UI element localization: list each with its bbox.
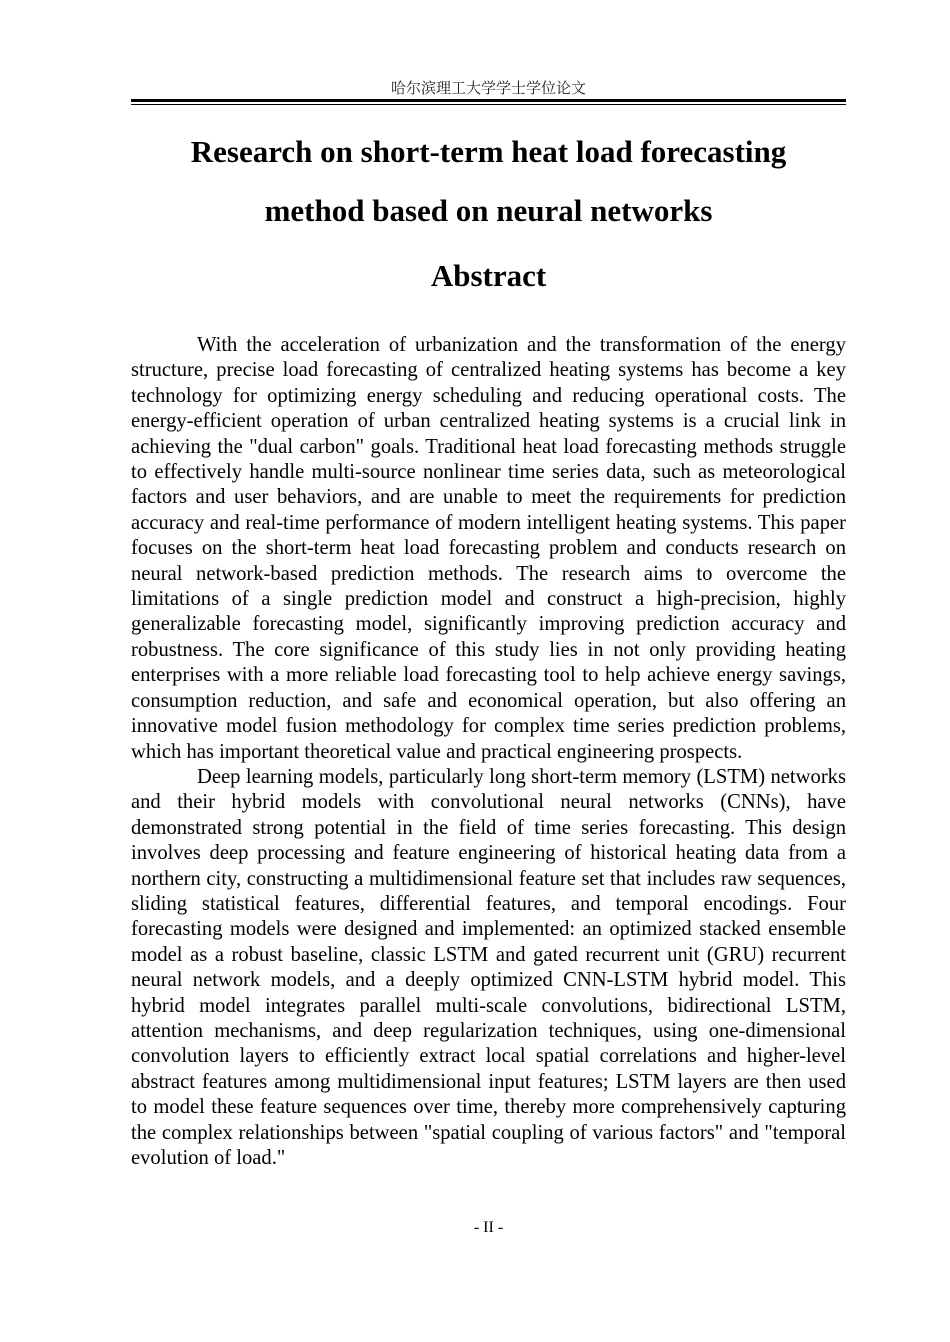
abstract-paragraph-1: With the acceleration of urbanization and the transformation of the energy structure, precise load forecasting of centralized heating systems has become a key technology for optimizing energy scheduling and reducing operational costs. The energy-efficient operation of urban centralized heating systems is a crucial link in achieving the "dual carbon" goals. Traditional heat load forecasting methods struggle to effectively handle multi-source nonlinear time series data, such as meteorological factors and user behaviors, and are unable to meet the requirements for prediction accuracy and real-time performance of modern intelligent heating systems. This paper focuses on the short-term heat load forecasting problem and conducts research on neural network-based prediction methods. The research aims to overcome the limitations of a single prediction model and construct a high-precision, highly generalizable forecasting model, significantly improving prediction accuracy and robustness. The core significance of this study lies in not only providing heating enterprises with a more reliable load forecasting tool to help achieve energy savings, consumption reduction, and safe and economical operation, but also offering an innovative model fusion methodology for complex time series prediction problems, which has important theoretical value and practical engineering prospects. — [131, 334, 846, 763]
running-header: 哈尔滨理工大学学士学位论文 — [390, 79, 586, 97]
title-line-2: method based on neural networks — [264, 193, 713, 228]
abstract-body — [131, 333, 846, 1171]
abstract-heading: Abstract — [430, 258, 547, 293]
header-rule-thin — [131, 104, 846, 105]
header-rule-thick — [131, 99, 846, 102]
page-number: - II - — [473, 1219, 504, 1236]
title-line-1: Research on short-term heat load forecasting — [190, 134, 787, 169]
abstract-paragraph-2: Deep learning models, particularly long short-term memory (LSTM) networks and their hybrid models with convolutional neural networks (CNNs), have demonstrated strong potential in the field of time series forecasting. This design involves deep processing and feature engineering of historical heating data from a northern city, constructing a multidimensional feature set that includes raw sequences, sliding statistical features, differential features, and temporal encodings. Four forecasting models were designed and implemented: an optimized stacked ensemble model as a robust baseline, classic LSTM and gated recurrent unit (GRU) recurrent neural network models, and a deeply optimized CNN-LSTM hybrid model. This hybrid model integrates parallel multi-scale convolutions, bidirectional LSTM, attention mechanisms, and deep regularization techniques, using one-dimensional convolution layers to efficiently extract local spatial correlations and higher-level abstract features among multidimensional input features; LSTM layers are then used to model these feature sequences over time, thereby more comprehensively capturing the complex relationships between "spatial coupling of various factors" and "temporal evolution of load." — [131, 765, 846, 1169]
page-title — [131, 122, 846, 240]
